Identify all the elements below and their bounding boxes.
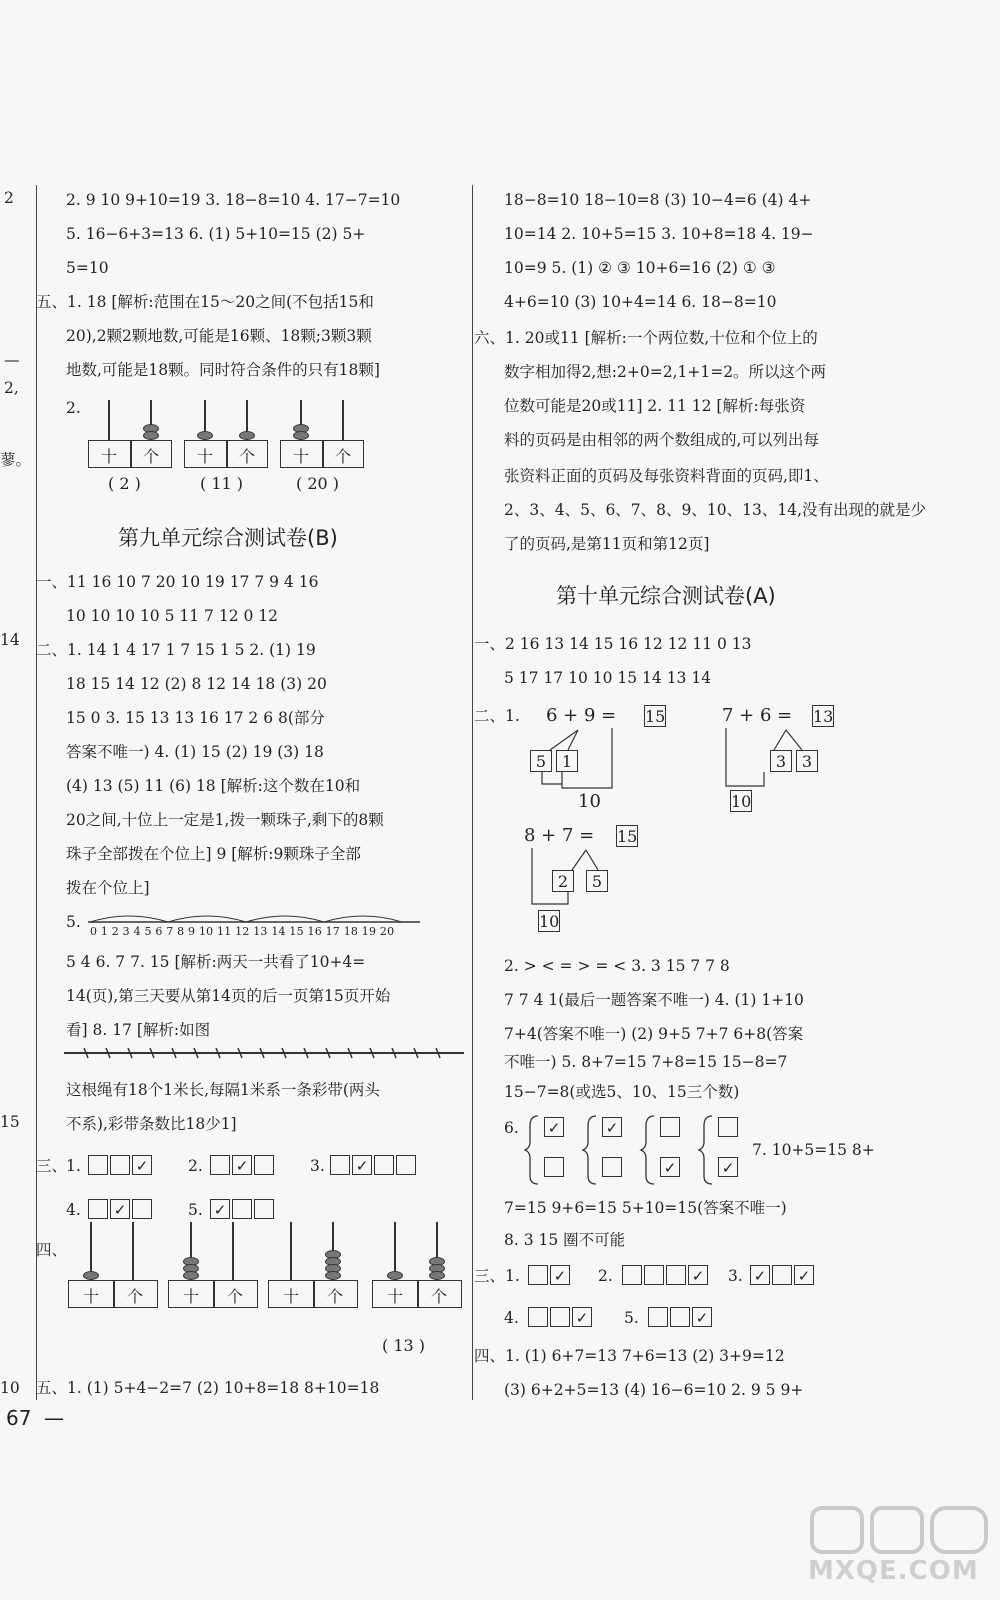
answer-line: 7+4(答案不唯一) (2) 9+5 7+7 6+8(答案 — [504, 1025, 804, 1043]
answer-line: 10 10 10 10 5 11 7 12 0 12 — [66, 607, 278, 625]
answer-line: 张资料正面的页码及每张资料背面的页码,即1、 — [504, 467, 829, 485]
choice-box — [718, 1116, 740, 1137]
answer-line: 看] 8. 17 [解析:如图 — [66, 1021, 211, 1039]
ones-label: 个 — [335, 447, 352, 466]
answer-num: 5. — [624, 1309, 639, 1327]
answer-box — [602, 1157, 622, 1177]
abacus-diagram — [184, 412, 270, 470]
answer-box: 15 — [617, 827, 638, 846]
answer-line: 20之间,十位上一定是1,拨一颗珠子,剩下的8颗 — [66, 811, 384, 829]
answer-line: 六、1. 20或11 [解析:一个两位数,十位和个位上的 — [474, 329, 818, 347]
answer-box — [254, 1199, 274, 1219]
answer-line: 15−7=8(或选5、10、15三个数) — [504, 1083, 740, 1101]
answer-line: 不唯一) 5. 8+7=15 7+8=15 15−8=7 — [504, 1053, 788, 1071]
answer-line: 不系),彩带条数比18少1] — [66, 1115, 237, 1133]
choice-box — [544, 1116, 566, 1137]
answer-line: 地数,可能是18颗。同时符合条件的只有18颗] — [66, 361, 380, 379]
answer-box-checked: ✓ — [572, 1307, 592, 1327]
abacus-bead — [197, 431, 213, 440]
abacus-value: ( 13 ) — [382, 1336, 426, 1355]
split-box: 2 — [552, 870, 574, 892]
answer-line: 五、1. (1) 5+4−2=7 (2) 10+8=18 8+10=18 — [36, 1379, 380, 1397]
checkbox-group — [88, 1198, 154, 1219]
abacus-bead — [183, 1271, 199, 1280]
ones-label: 个 — [127, 1287, 144, 1306]
split-box: 5 — [586, 870, 608, 892]
answer-box — [232, 1199, 252, 1219]
answer-box — [132, 1199, 152, 1219]
answer-line: 拨在个位上] — [66, 879, 150, 897]
split-lines — [520, 848, 640, 918]
abacus-diagram — [88, 412, 174, 470]
answer-line: 一、2 16 13 14 15 16 12 12 11 0 13 — [474, 635, 752, 653]
answer-box-checked: ✓ — [352, 1155, 372, 1175]
equation: 6 + 9 = — [546, 705, 617, 726]
abacus-bead — [429, 1271, 445, 1280]
abacus-bead — [293, 431, 309, 440]
answer-num: 4. — [66, 1201, 81, 1219]
answer-box — [88, 1155, 108, 1175]
choice-box — [602, 1116, 624, 1137]
ones-label: 个 — [227, 1287, 244, 1306]
answer-box — [660, 1117, 680, 1137]
margin-text: 14 — [0, 631, 20, 649]
answer-box-checked: ✓ — [750, 1265, 770, 1285]
choice-box — [660, 1156, 682, 1177]
tens-label: 十 — [387, 1287, 404, 1306]
answer-box — [528, 1307, 548, 1327]
answer-line: 7=15 9+6=15 5+10=15(答案不唯一) — [504, 1199, 787, 1217]
page-number: 67 — [6, 1406, 32, 1430]
answer-box — [648, 1307, 668, 1327]
split-box: 5 — [530, 750, 552, 772]
answer-line: 18 15 14 12 (2) 8 12 14 18 (3) 20 — [66, 675, 327, 693]
abacus-rod — [108, 400, 110, 440]
choice-box — [718, 1156, 740, 1177]
abacus-value: ( 2 ) — [108, 474, 141, 493]
abacus-frame — [268, 1280, 358, 1308]
answer-line: 5 17 17 10 10 15 14 13 14 — [504, 669, 712, 687]
abacus-frame — [168, 1280, 258, 1308]
answer-line: (4) 13 (5) 11 (6) 18 [解析:这个数在10和 — [66, 777, 361, 795]
answer-box — [718, 1117, 738, 1137]
answer-line: 14(页),第三天要从第14页的后一页第15页开始 — [66, 987, 391, 1005]
choice-box — [660, 1116, 682, 1137]
abacus-diagram — [280, 412, 366, 470]
answer-line: 5. 16−6+3=13 6. (1) 5+10=15 (2) 5+ — [66, 225, 366, 243]
answer-box-checked: ✓ — [602, 1117, 622, 1137]
margin-text: 蓼。 — [0, 451, 32, 469]
answer-num: 2. — [188, 1157, 203, 1175]
answer-box-checked: ✓ — [688, 1265, 708, 1285]
choice-box — [602, 1156, 624, 1177]
watermark-graphic — [806, 1500, 996, 1560]
ten-box: 10 — [731, 792, 752, 811]
abacus-bead — [325, 1271, 341, 1280]
answer-num: 3. — [728, 1267, 743, 1285]
ones-label: 个 — [143, 447, 160, 466]
section-heading: 第十单元综合测试卷(A) — [556, 584, 776, 608]
answer-box-checked: ✓ — [718, 1157, 738, 1177]
checkbox-group — [528, 1306, 594, 1327]
split-box: 3 — [796, 750, 818, 772]
abacus-rod — [290, 1222, 292, 1280]
answer-num: 1. — [66, 1157, 81, 1175]
page-dash: — — [44, 1406, 64, 1430]
tens-label: 十 — [83, 1287, 100, 1306]
answer-box-checked: ✓ — [232, 1155, 252, 1175]
choice-box — [544, 1156, 566, 1177]
answer-box — [670, 1307, 690, 1327]
answer-box-checked: ✓ — [794, 1265, 814, 1285]
answer-box — [330, 1155, 350, 1175]
answer-line: 四、1. (1) 6+7=13 7+6=13 (2) 3+9=12 — [474, 1347, 785, 1365]
answer-line: 2. 9 10 9+10=19 3. 18−8=10 4. 17−7=10 — [66, 191, 401, 209]
answer-line: 这根绳有18个1米长,每隔1米系一条彩带(两头 — [66, 1081, 380, 1099]
ten-label: 10 — [578, 791, 601, 812]
answer-line: 2、3、4、5、6、7、8、9、10、13、14,没有出现的就是少 — [504, 501, 926, 519]
margin-text: 2, — [4, 379, 19, 397]
abacus-frame — [68, 1280, 158, 1308]
answer-line: 4+6=10 (3) 10+4=14 6. 18−8=10 — [504, 293, 777, 311]
answer-line: 一、11 16 10 7 20 10 19 17 7 9 4 16 — [36, 573, 319, 591]
checkbox-group — [330, 1154, 418, 1175]
answer-box-checked: ✓ — [550, 1265, 570, 1285]
margin-text: 15 — [0, 1113, 20, 1131]
answer-box-checked: ✓ — [132, 1155, 152, 1175]
answer-box — [254, 1155, 274, 1175]
abacus-bead — [387, 1271, 403, 1280]
answer-line: 18−8=10 18−10=8 (3) 10−4=6 (4) 4+ — [504, 191, 812, 209]
checkbox-group — [210, 1198, 276, 1219]
answer-line: 10=14 2. 10+5=15 3. 10+8=18 4. 19− — [504, 225, 814, 243]
checkbox-group — [750, 1264, 816, 1285]
abacus-rod — [342, 400, 344, 440]
tens-label: 十 — [183, 1287, 200, 1306]
answer-line: 了的页码,是第11页和第12页] — [504, 535, 710, 553]
answer-line: 5 4 6. 7 7. 15 [解析:两天一共看了10+4= — [66, 953, 366, 971]
answer-line: 8. 3 15 圈不可能 — [504, 1231, 626, 1249]
rope-diagram — [64, 1046, 464, 1060]
answer-box — [644, 1265, 664, 1285]
answer-line: 15 0 3. 15 13 13 16 17 2 6 8(部分 — [66, 709, 325, 727]
checkbox-group — [210, 1154, 276, 1175]
abacus-bead — [239, 431, 255, 440]
answer-num: 6. — [504, 1119, 519, 1137]
answer-line: 7 7 4 1(最后一题答案不唯一) 4. (1) 1+10 — [504, 991, 804, 1009]
answer-box — [772, 1265, 792, 1285]
tens-label: 十 — [101, 447, 118, 466]
checkbox-group — [622, 1264, 710, 1285]
column-divider — [36, 185, 37, 1400]
answer-num: 二、1. — [474, 707, 520, 725]
margin-text: — — [4, 351, 20, 369]
answer-box — [110, 1155, 130, 1175]
answer-box — [528, 1265, 548, 1285]
abacus-diagram — [68, 1252, 158, 1310]
answer-num: 4. — [504, 1309, 519, 1327]
answer-box — [622, 1265, 642, 1285]
ten-box: 10 — [539, 912, 560, 931]
answer-line: 珠子全部拨在个位上] 9 [解析:9颗珠子全部 — [66, 845, 361, 863]
answer-num: 3. — [310, 1157, 325, 1175]
watermark-text: MXQE.COM — [808, 1556, 979, 1586]
answer-line: 位数可能是20或11] 2. 11 12 [解析:每张资 — [504, 397, 806, 415]
answer-box — [210, 1155, 230, 1175]
answer-box — [396, 1155, 416, 1175]
tens-label: 十 — [293, 447, 310, 466]
answer-line: 7. 10+5=15 8+ — [752, 1141, 875, 1159]
answer-box: 13 — [813, 707, 834, 726]
answer-num: 2. — [66, 399, 81, 417]
equation: 8 + 7 = — [524, 825, 595, 846]
answer-box — [88, 1199, 108, 1219]
answer-num: 三、1. — [474, 1267, 520, 1285]
answer-num: 5. — [66, 913, 81, 931]
answer-line: 二、1. 14 1 4 17 1 7 15 1 5 2. (1) 19 — [36, 641, 316, 659]
answer-line: 20),2颗2颗地数,可能是16颗、18颗;3颗3颗 — [66, 327, 372, 345]
abacus-frame — [184, 440, 268, 468]
answer-line: 10=9 5. (1) ② ③ 10+6=16 (2) ① ③ — [504, 259, 776, 277]
abacus-bead — [143, 431, 159, 440]
answer-box-checked: ✓ — [544, 1117, 564, 1137]
answer-box — [374, 1155, 394, 1175]
answer-num: 5. — [188, 1201, 203, 1219]
split-box: 1 — [556, 750, 578, 772]
answer-box: 15 — [645, 707, 666, 726]
margin-text: 2 — [4, 189, 14, 207]
abacus-diagram — [168, 1252, 258, 1310]
section-heading: 第九单元综合测试卷(B) — [118, 526, 338, 550]
checkbox-group — [88, 1154, 154, 1175]
answer-line: 2. > < = > = < 3. 3 15 7 7 8 — [504, 957, 730, 975]
section-label: 四、 — [36, 1241, 68, 1259]
abacus-value: ( 11 ) — [200, 474, 244, 493]
tens-label: 十 — [197, 447, 214, 466]
equation: 7 + 6 = — [722, 705, 793, 726]
ones-label: 个 — [431, 1287, 448, 1306]
abacus-value: ( 20 ) — [296, 474, 340, 493]
answer-line: (3) 6+2+5=13 (4) 16−6=10 2. 9 5 9+ — [504, 1381, 804, 1399]
answer-box — [544, 1157, 564, 1177]
answer-line: 料的页码是由相邻的两个数组成的,可以列出每 — [504, 431, 819, 449]
answer-box — [550, 1307, 570, 1327]
abacus-rod — [232, 1222, 234, 1280]
ones-label: 个 — [239, 447, 256, 466]
abacus-rod — [132, 1222, 134, 1280]
answer-box-checked: ✓ — [692, 1307, 712, 1327]
answer-line: 五、1. 18 [解析:范围在15～20之间(不包括15和 — [36, 293, 374, 311]
checkbox-group — [528, 1264, 572, 1285]
abacus-frame — [372, 1280, 462, 1308]
column-divider — [472, 185, 473, 1400]
ones-label: 个 — [327, 1287, 344, 1306]
tens-label: 十 — [283, 1287, 300, 1306]
number-line-labels: 0 1 2 3 4 5 6 7 8 9 10 11 12 13 14 15 16 17 18 19 20 — [90, 925, 395, 938]
answer-box-checked: ✓ — [110, 1199, 130, 1219]
answer-line: 5=10 — [66, 259, 109, 277]
answer-num: 2. — [598, 1267, 613, 1285]
answer-box-checked: ✓ — [660, 1157, 680, 1177]
abacus-diagram — [372, 1252, 462, 1310]
answer-box — [666, 1265, 686, 1285]
abacus-frame — [280, 440, 364, 468]
abacus-bead — [83, 1271, 99, 1280]
split-box: 3 — [770, 750, 792, 772]
checkbox-group — [648, 1306, 714, 1327]
abacus-diagram — [268, 1252, 358, 1310]
answer-line: 答案不唯一) 4. (1) 15 (2) 19 (3) 18 — [66, 743, 324, 761]
watermark-logo — [806, 1500, 996, 1592]
answer-box-checked: ✓ — [210, 1199, 230, 1219]
abacus-frame — [88, 440, 172, 468]
answer-line: 数字相加得2,想:2+0=2,1+1=2。所以这个两 — [504, 363, 827, 381]
section-label: 三、 — [36, 1157, 68, 1175]
margin-text: 10 — [0, 1379, 20, 1397]
